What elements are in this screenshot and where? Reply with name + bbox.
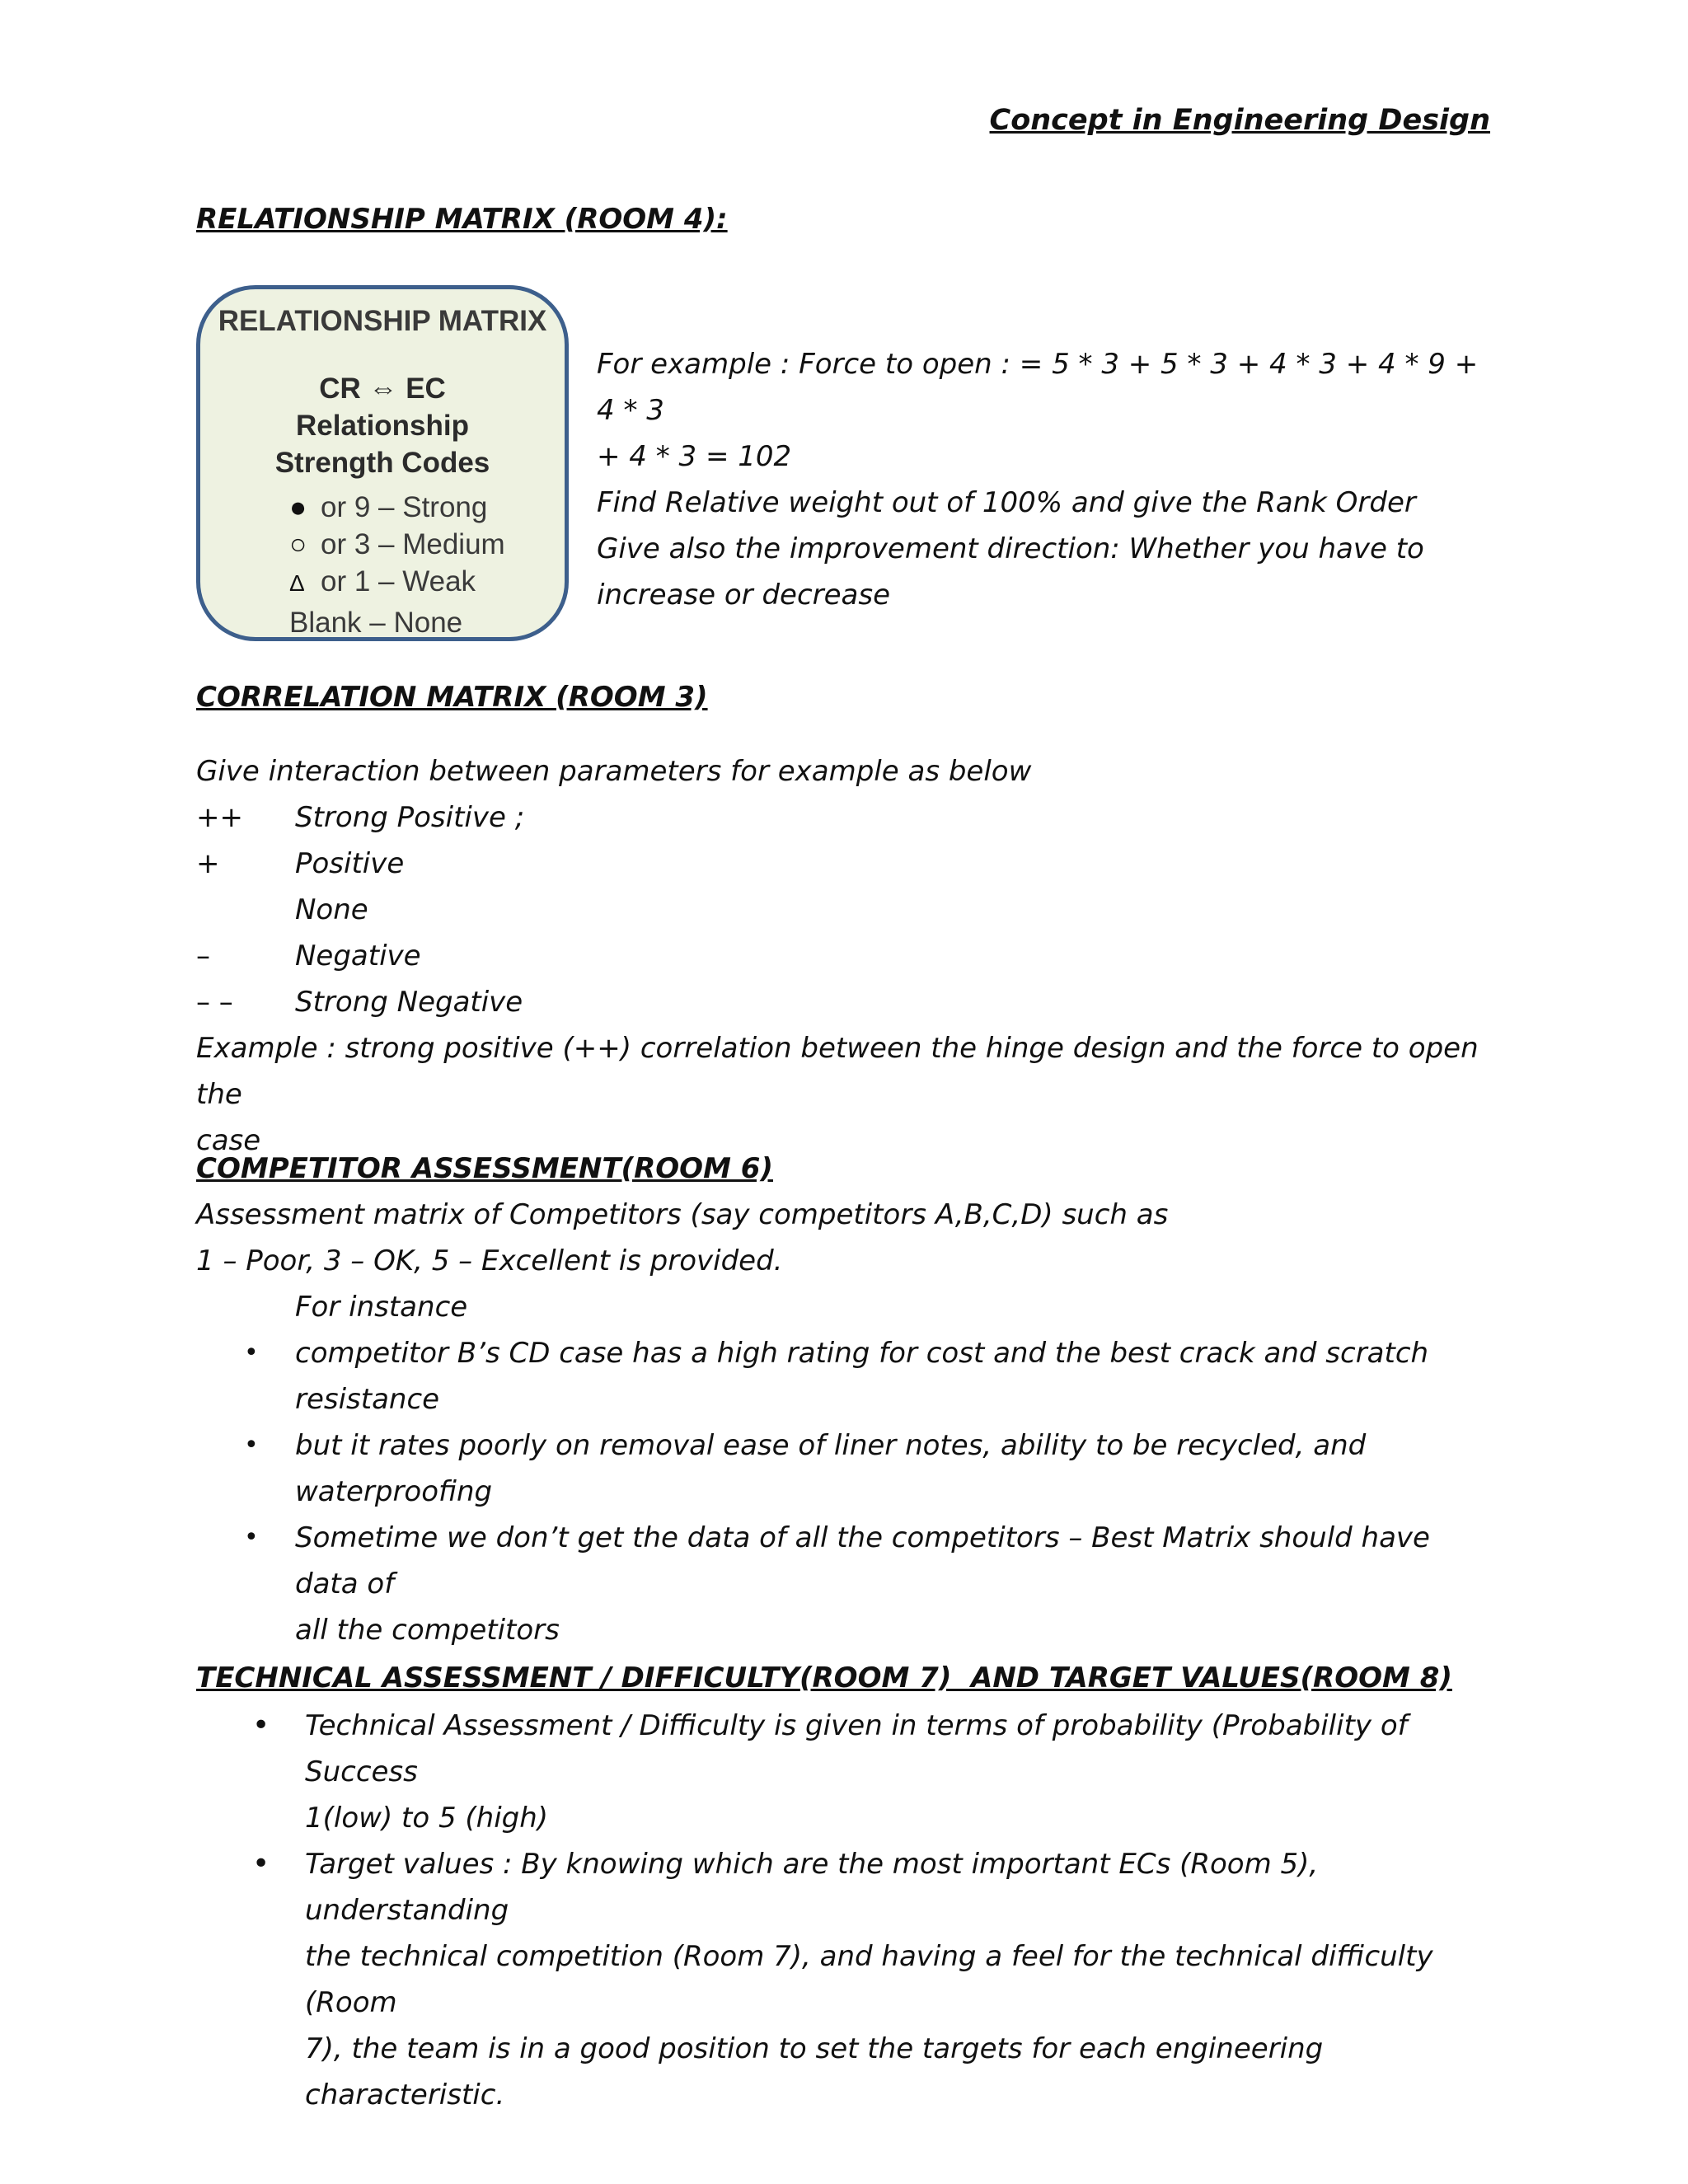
bullet-icon: • xyxy=(244,1523,259,1552)
bullet-icon: • xyxy=(244,1431,259,1460)
list-item: • but it rates poorly on removal ease of liner notes, ability to be recycled, and waterproofing xyxy=(196,1422,1490,1515)
open-circle-icon: ○ xyxy=(289,528,307,560)
box-line-relationship: Relationship xyxy=(295,410,470,442)
competitor-line: 1 – Poor, 3 – OK, 5 – Excellent is provided. xyxy=(196,1244,783,1277)
relationship-heading: RELATIONSHIP MATRIX (ROOM 4): xyxy=(196,203,728,236)
box-line-cr-ec: CR ⇔ EC xyxy=(319,373,446,405)
technical-heading: TECHNICAL ASSESSMENT / DIFFICULTY(ROOM 7) AND TARGET VALUES(ROOM 8) xyxy=(196,1661,1452,1694)
code-strong: ● or 9 – Strong xyxy=(289,489,505,526)
correlation-example: Example : strong positive (++) correlation between the hinge design and the force to open the xyxy=(196,1032,1479,1111)
correlation-example-cont: case xyxy=(196,1124,261,1157)
list-item: • competitor B’s CD case has a high rating for cost and the best crack and scratch resistance xyxy=(196,1330,1490,1422)
correlation-item: ++ Strong Positive ; xyxy=(196,801,525,834)
code-medium: ○ or 3 – Medium xyxy=(289,526,505,563)
strength-codes-list xyxy=(289,489,505,602)
example-line: + 4 * 3 = 102 xyxy=(597,440,792,473)
list-item: • Technical Assessment / Difficulty is given in terms of probability (Probability of Success 1(low) to 5 (high) xyxy=(196,1703,1490,1841)
list-item: • Target values : By knowing which are the most important ECs (Room 5), understanding the technical competition (Room 7), and having a feel for the technical difficulty (Room 7), the team is in a good position to set the targets for each engineering characteristic. xyxy=(196,1841,1490,2118)
technical-bullets xyxy=(196,1703,1490,2118)
triangle-icon: Δ xyxy=(289,570,305,596)
example-line: Find Relative weight out of 100% and give the Rank Order xyxy=(597,486,1416,519)
correlation-item: – Negative xyxy=(196,940,421,972)
example-line: increase or decrease xyxy=(597,579,891,612)
correlation-heading: CORRELATION MATRIX (ROOM 3) xyxy=(196,681,708,714)
filled-circle-icon: ● xyxy=(289,491,307,523)
bullet-icon: • xyxy=(252,1708,270,1742)
code-blank: Blank – None xyxy=(289,607,463,639)
example-line: For example : Force to open : = 5 * 3 + 5 * 3 + 4 * 3 + 4 * 9 + 4 * 3 xyxy=(597,348,1479,427)
correlation-item: – – Strong Negative xyxy=(196,986,523,1019)
code-weak: Δ or 1 – Weak xyxy=(289,563,505,602)
correlation-item: None xyxy=(295,893,368,926)
relationship-matrix-box xyxy=(196,285,569,641)
competitor-heading: COMPETITOR ASSESSMENT(ROOM 6) xyxy=(196,1152,773,1185)
competitor-bullets xyxy=(196,1330,1490,1653)
technical-section xyxy=(196,1703,1490,2118)
list-item: • Sometime we don’t get the data of all the competitors – Best Matrix should have data of all the competitors xyxy=(196,1515,1490,1653)
box-line-strength-codes: Strength Codes xyxy=(274,447,490,479)
correlation-section xyxy=(196,748,1490,1164)
bullet-icon: • xyxy=(252,1847,270,1881)
correlation-intro: Give interaction between parameters for example as below xyxy=(196,755,1032,788)
competitor-line: Assessment matrix of Competitors (say competitors A,B,C,D) such as xyxy=(196,1198,1169,1231)
competitor-instance: For instance xyxy=(295,1291,468,1324)
box-subtitle xyxy=(200,370,565,481)
example-line: Give also the improvement direction: Whether you have to xyxy=(597,532,1424,565)
page-header: Concept in Engineering Design xyxy=(989,104,1490,137)
correlation-item: + Positive xyxy=(196,847,405,880)
competitor-section xyxy=(196,1192,1490,1653)
bullet-icon: • xyxy=(244,1338,259,1367)
box-title: RELATIONSHIP MATRIX xyxy=(218,305,547,337)
relationship-example xyxy=(597,341,1495,618)
